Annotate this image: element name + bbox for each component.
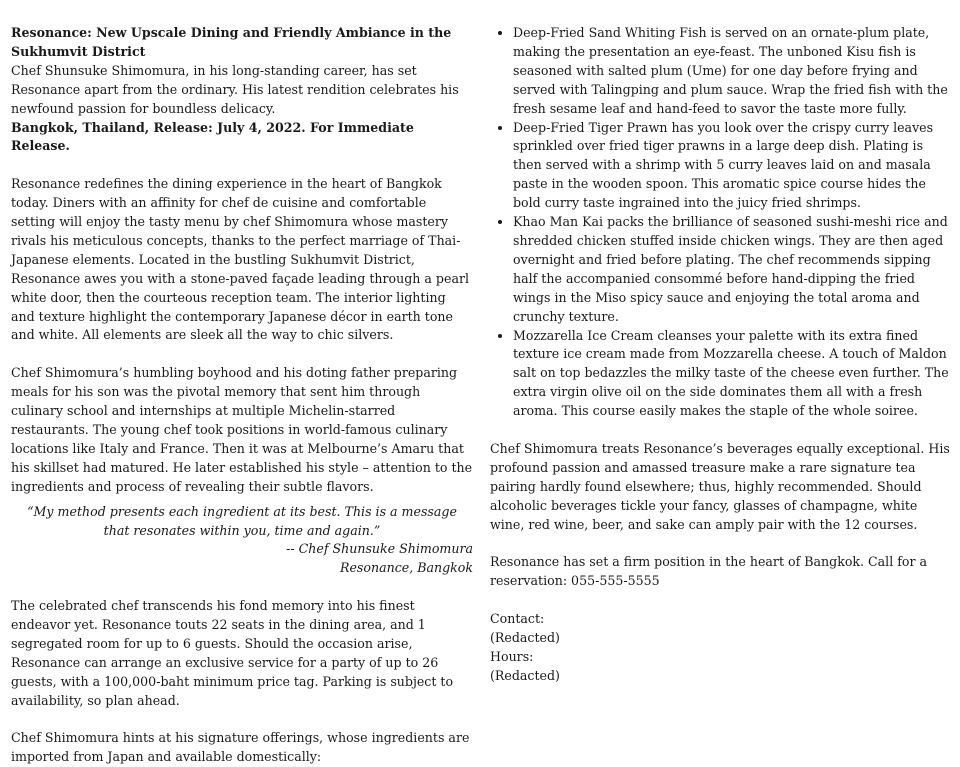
contact-label: Contact: — [490, 611, 545, 627]
paragraph-beverages: Chef Shimomura treats Resonance’s beverages equally exceptional. His profound passion and amassed treasure make a rare signature tea pairing hardly found elsewhere; thus, highly recommended. Should alcoholic beverages tickle your fancy, glasses of champagne, white wine, red wine, beer, and sake can amply pair with the 12 courses. — [490, 440, 950, 532]
menu-list — [490, 24, 952, 421]
hours-label: Hours: — [490, 648, 534, 664]
left-column — [11, 24, 473, 767]
headline: Resonance: New Upscale Dining and Friendly Ambiance in the Sukhumvit District — [11, 25, 452, 59]
right-column — [490, 24, 952, 686]
menu-item: • Deep-Fried Sand Whiting Fish is served on an ornate-plum plate, making the presentation an eye-feast. The unboned Kisu fish is seasoned with salted plum (Ume) for one day before frying and served with Talingping and plum sauce. Wrap the fried fish with the fresh sesame leaf and hand-feed to savor the taste more fully. — [513, 24, 952, 119]
contact-value: (Redacted) — [490, 629, 560, 645]
paragraph-seating: The celebrated chef transcends his fond memory into his finest endeavor yet. Resonance touts 22 seats in the dining area, and 1 segregated room for up to 6 guests. Should the occasion arise, Resonance can arrange an exclusive service for a party of up to 26 guests, with a 100,000-baht minimum price tag. Parking is subject to availability, so plan ahead. — [11, 598, 454, 708]
paragraph-background: Chef Shimomura’s humbling boyhood and his doting father preparing meals for his son was the pivotal memory that sent him through culinary school and internships at multiple Michelin-starred restaurants. The young chef took positions in world-famous culinary locations like Italy and France. Then it was at Melbourne’s Amaru that his skillset had matured. He later established his style – attention to the ingredients and process of revealing their subtle flavors. — [11, 365, 473, 494]
quote-place: Resonance, Bangkok — [339, 560, 473, 576]
quote-author: -- Chef Shunsuke Shimomura — [286, 541, 473, 557]
paragraph-reservation: Resonance has set a firm position in the heart of Bangkok. Call for a reservation: 055-555-5555 — [490, 554, 928, 589]
hours-value: (Redacted) — [490, 667, 560, 683]
paragraph-intro: Resonance redefines the dining experience in the heart of Bangkok today. Diners with an affinity for chef de cuisine and comfortable setting will enjoy the tasty menu by chef Shimomura whose mastery rivals his meticulous concepts, thanks to the perfect marriage of Thai-Japanese elements. Located in the bustling Sukhumvit District, Resonance awes you with a stone-paved façade leading through a pearl white door, then the courteous reception team. The interior lighting and texture highlight the contemporary Japanese décor in earth tone and white. All elements are sleek all the way to chic silvers. — [11, 176, 470, 343]
menu-item: • Khao Man Kai packs the brilliance of seasoned sushi-meshi rice and shredded chicken stuffed inside chicken wings. They are then aged overnight and fried before plating. The chef recommends sipping half the accompanied consommé before hand-dipping the fried wings in the Miso spicy sauce and enjoying the total aroma and crunchy texture. — [513, 213, 952, 326]
menu-item: • Deep-Fried Tiger Prawn has you look over the crispy curry leaves sprinkled over fried tiger prawns in a large deep dish. Plating is then served with a shrimp with 5 curry leaves laid on and masala paste in the wooden spoon. This aromatic spice course hides the bold curry taste ingrained into the juicy fried shrimps. — [513, 119, 952, 214]
paragraph-offerings-intro: Chef Shimomura hints at his signature offerings, whose ingredients are imported from Japan and available domestically: — [11, 730, 470, 765]
chef-quote: “My method presents each ingredient at its best. This is a message that resonates within you, time and again.” — [27, 503, 457, 538]
dateline: Bangkok, Thailand, Release: July 4, 2022. For Immediate Release. — [11, 119, 414, 154]
subheadline: Chef Shunsuke Shimomura, in his long-standing career, has set Resonance apart from the ordinary. His latest rendition celebrates his newfound passion for boundless delicacy. — [11, 62, 459, 116]
menu-item: • Mozzarella Ice Cream cleanses your palette with its extra fined texture ice cream made from Mozzarella cheese. A touch of Maldon salt on top bedazzles the milky taste of the cheese even further. The extra virgin olive oil on the side dominates them all with a fresh aroma. This course easily makes the staple of the whole soiree. — [513, 327, 952, 422]
